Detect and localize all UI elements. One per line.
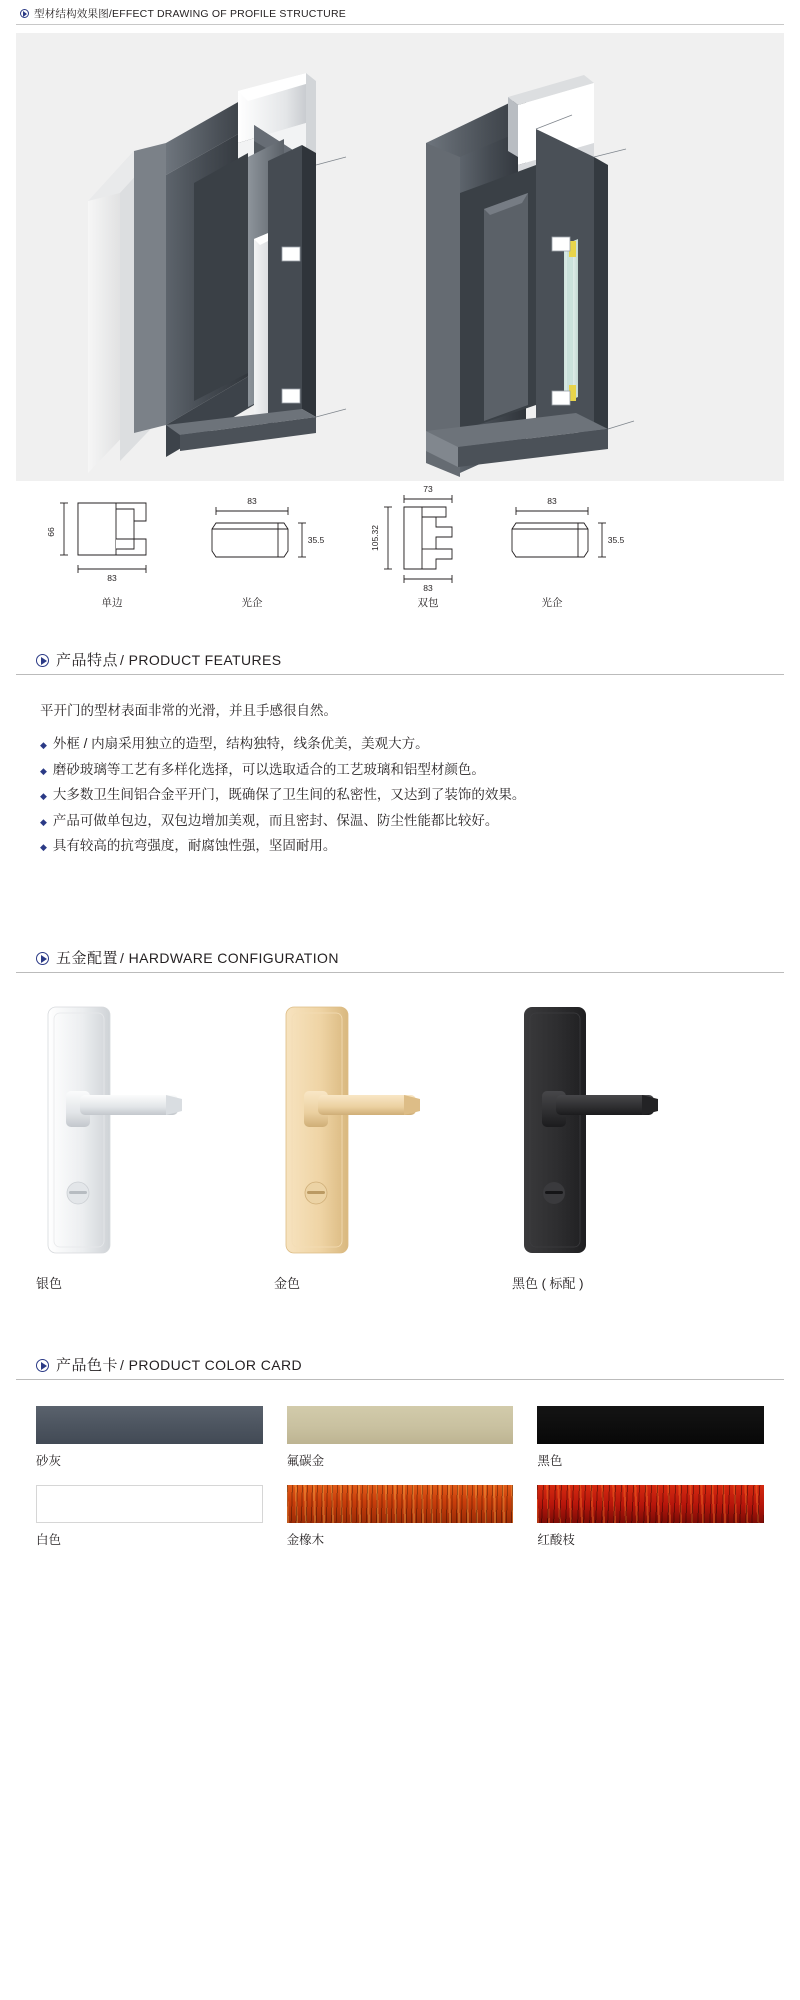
dimension-drawings bbox=[16, 484, 784, 623]
color-card-title-en: / PRODUCT COLOR CARD bbox=[120, 1357, 302, 1374]
play-triangle-icon bbox=[36, 952, 49, 965]
color-swatch-cell bbox=[36, 1406, 263, 1479]
diamond-bullet-icon: ◆ bbox=[40, 791, 47, 802]
product-spec-page bbox=[0, 6, 800, 1558]
section-header-color-card bbox=[16, 1354, 784, 1380]
door-profile-illustration bbox=[16, 33, 784, 481]
color-swatch-cell bbox=[287, 1406, 514, 1479]
swatch-black bbox=[537, 1406, 764, 1444]
section-header-product-features bbox=[16, 649, 784, 675]
feature-text: 大多数卫生间铝合金平开门，既确保了卫生间的私密性，又达到了装饰的效果。 bbox=[52, 787, 526, 803]
play-triangle-icon bbox=[20, 9, 29, 18]
profile-structure-title-en: /EFFECT DRAWING OF PROFILE STRUCTURE bbox=[108, 7, 346, 20]
features-title-en: / PRODUCT FEATURES bbox=[120, 652, 282, 668]
feature-item bbox=[40, 833, 760, 859]
play-triangle-icon bbox=[36, 1359, 49, 1372]
swatch-label: 砂灰 bbox=[36, 1454, 62, 1469]
feature-item bbox=[40, 808, 760, 834]
svg-text:83: 83 bbox=[423, 583, 433, 593]
svg-text:66: 66 bbox=[46, 527, 56, 537]
color-card-title-cn: 产品色卡 bbox=[56, 1357, 119, 1375]
svg-text:83: 83 bbox=[547, 496, 557, 506]
hardware-item-silver bbox=[36, 1003, 216, 1292]
hardware-label-silver: 银色 bbox=[36, 1276, 63, 1292]
dim-caption-1: 单边 bbox=[101, 597, 123, 609]
hardware-title-en: / HARDWARE CONFIGURATION bbox=[120, 950, 339, 967]
diamond-bullet-icon: ◆ bbox=[40, 739, 47, 750]
features-title-cn: 产品特点 bbox=[56, 652, 119, 669]
swatch-label: 金橡木 bbox=[286, 1533, 325, 1548]
svg-text:105.32: 105.32 bbox=[370, 525, 380, 551]
hardware-label-gold: 金色 bbox=[274, 1276, 301, 1292]
color-swatch-cell bbox=[287, 1485, 514, 1558]
profile-structure-render bbox=[16, 33, 784, 481]
swatch-label: 氟碳金 bbox=[286, 1454, 325, 1469]
svg-text:83: 83 bbox=[247, 496, 257, 506]
hardware-item-gold bbox=[274, 1003, 454, 1292]
swatch-golden-oak bbox=[287, 1485, 514, 1523]
hardware-title-cn: 五金配置 bbox=[56, 950, 119, 968]
play-triangle-icon bbox=[36, 654, 49, 667]
diamond-bullet-icon: ◆ bbox=[40, 816, 47, 827]
color-swatch-cell bbox=[537, 1485, 764, 1558]
color-swatch-cell bbox=[36, 1485, 263, 1558]
feature-text: 外框 / 内扇采用独立的造型，结构独特，线条优美，美观大方。 bbox=[52, 735, 429, 751]
section-header-profile-structure bbox=[16, 6, 784, 25]
feature-text: 产品可做单包边，双包边增加美观，而且密封、保温、防尘性能都比较好。 bbox=[52, 812, 499, 828]
feature-item bbox=[40, 731, 760, 757]
section-header-hardware-configuration bbox=[16, 947, 784, 973]
feature-text: 磨砂玻璃等工艺有多样化选择，可以选取适合的工艺玻璃和铝型材颜色。 bbox=[52, 761, 485, 777]
svg-text:73: 73 bbox=[423, 484, 433, 494]
hardware-items bbox=[16, 1003, 784, 1292]
door-handle-silver-icon bbox=[36, 1003, 216, 1258]
dim-caption-4: 光企 bbox=[541, 597, 563, 609]
door-handle-gold-icon bbox=[274, 1003, 454, 1258]
hardware-label-black: 黑色 ( 标配 ) bbox=[512, 1276, 584, 1292]
product-features-list bbox=[16, 701, 784, 859]
features-intro: 平开门的型材表面非常的光滑，并且手感很自然。 bbox=[40, 703, 337, 718]
svg-text:83: 83 bbox=[107, 573, 117, 583]
swatch-label: 红酸枝 bbox=[537, 1533, 575, 1548]
color-swatch-grid bbox=[16, 1406, 784, 1558]
door-handle-black-icon bbox=[512, 1003, 692, 1258]
color-swatch-cell bbox=[537, 1406, 764, 1479]
swatch-fluorocarbon-gold bbox=[287, 1406, 514, 1444]
hardware-item-black bbox=[512, 1003, 692, 1292]
dim-caption-2: 光企 bbox=[241, 597, 263, 609]
swatch-red-sandalwood bbox=[537, 1485, 764, 1523]
feature-item bbox=[40, 782, 760, 808]
svg-text:35.5: 35.5 bbox=[307, 535, 325, 545]
swatch-label: 黑色 bbox=[537, 1454, 563, 1469]
swatch-white bbox=[36, 1485, 263, 1523]
diamond-bullet-icon: ◆ bbox=[40, 842, 47, 853]
diamond-bullet-icon: ◆ bbox=[40, 765, 47, 776]
profile-structure-title-cn: 型材结构效果图 bbox=[34, 8, 109, 20]
svg-text:35.5: 35.5 bbox=[607, 535, 625, 545]
feature-text: 具有较高的抗弯强度，耐腐蚀性强，坚固耐用。 bbox=[52, 838, 337, 854]
swatch-label: 白色 bbox=[36, 1533, 62, 1548]
swatch-sand-grey bbox=[36, 1406, 263, 1444]
dim-caption-3: 双包 bbox=[417, 597, 439, 609]
feature-item bbox=[40, 757, 760, 783]
